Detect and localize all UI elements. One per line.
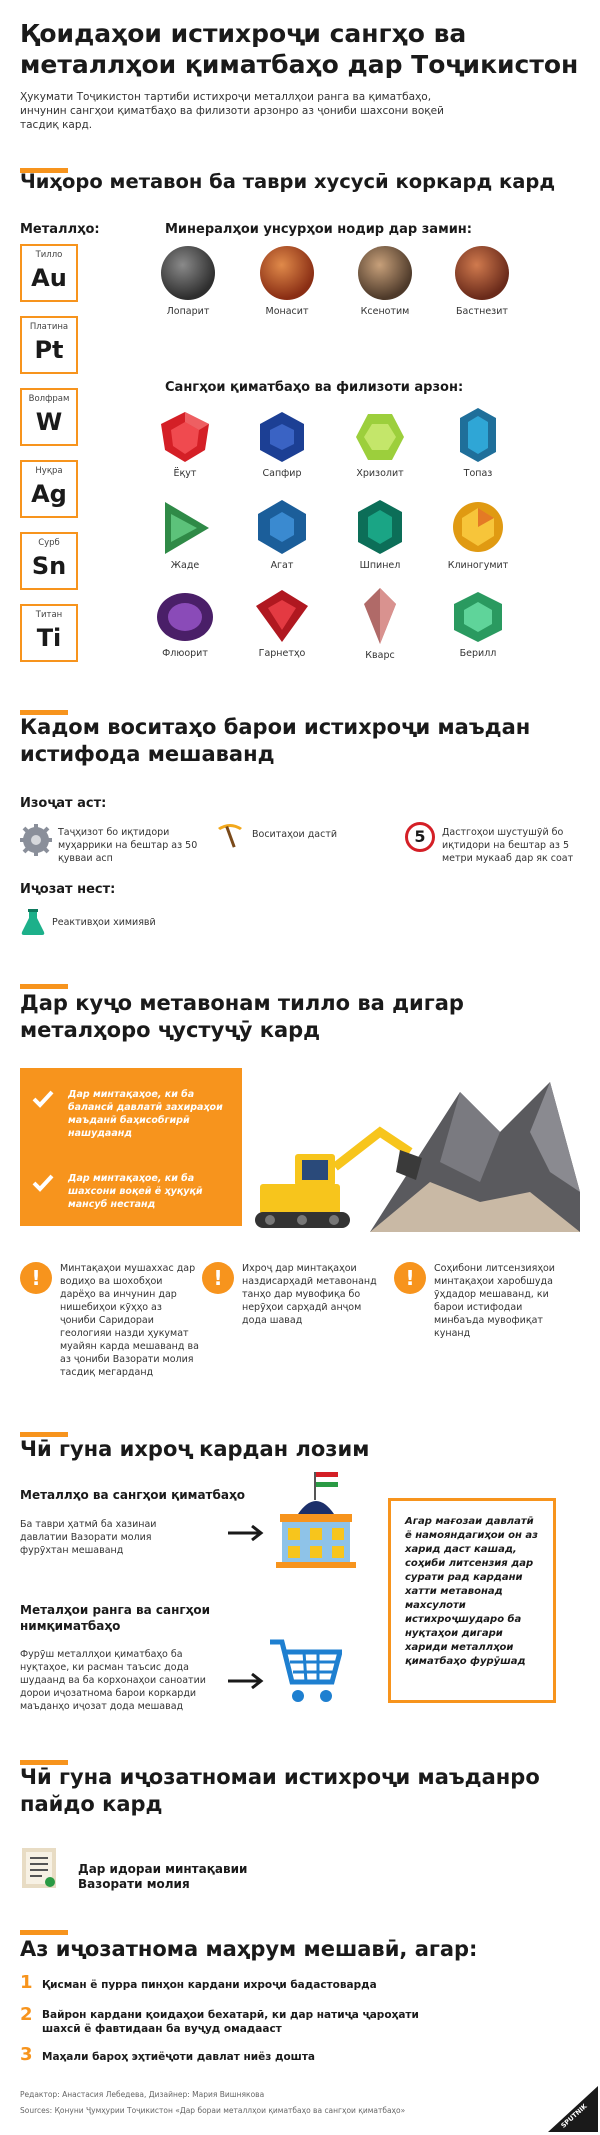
five-badge-icon: 5 bbox=[405, 822, 435, 852]
section5-title: Чӣ гуна иҷозатномаи истихроҷи маъданро пайдо кард bbox=[20, 1765, 540, 1816]
brand-text: SPUTNIK bbox=[559, 2102, 589, 2130]
warning-text: Минтақаҳои мушаххас дар водиҳо ва шохобҳои дарёҳо ва инчунин дар нишебиҳои кӯҳҳо аз ҷониби Саридораи геологияи назди ҳукумат муайян карда мешаванд ва аз ҷониби Вазорати молия тасдиқ мегарданд bbox=[60, 1263, 199, 1378]
gem-icon bbox=[360, 586, 400, 646]
minerals-label: Минералҳои унсурҳои нодир дар замин: bbox=[165, 222, 472, 237]
gem-icon bbox=[352, 410, 408, 464]
section1-title: Чиҳоро метавон ба таври хусусӣ коркард кард bbox=[20, 170, 556, 193]
warning-text: Ихроҷ дар минтақаҳои наздисарҳадӣ метавонанд танҳо дар мувофиқа бо нерӯҳои сарҳадӣ анҷом дода шавад bbox=[242, 1263, 377, 1326]
section-bar bbox=[20, 1930, 68, 1935]
check-icon bbox=[32, 1174, 54, 1196]
metal-symbol: Pt bbox=[34, 336, 64, 364]
section-bar bbox=[20, 984, 68, 989]
mineral-image bbox=[161, 246, 215, 300]
item-number: 1 bbox=[20, 1972, 33, 1993]
arrow-right-icon bbox=[228, 1672, 264, 1694]
gem-icon bbox=[254, 588, 310, 644]
metal-symbol: W bbox=[35, 408, 63, 436]
store-note-box: Агар мағозаи давлатӣ ё намояндагиҳои он аз харид даст кашад, соҳиби литсензия дар сурати рад кардани хатти метавонад махсулоти истихроҷшударо ба нуқтаҳои дигари хариди металлҳои қиматбаҳо фурӯшад bbox=[388, 1498, 556, 1703]
mineral-loparite bbox=[153, 246, 223, 317]
sources-text: Sources: Қонуни Ҷумҳурии Тоҷикистон «Дар бораи металлҳои қиматбаҳо ва сангҳои қиматбаҳо» bbox=[20, 2106, 406, 2115]
gem-jade bbox=[145, 498, 225, 571]
metal-symbol: Ag bbox=[31, 480, 67, 508]
metal-name: Платина bbox=[29, 322, 69, 332]
gem-icon bbox=[254, 498, 310, 556]
mineral-monazite bbox=[252, 246, 322, 317]
metal-box-gold bbox=[20, 244, 78, 302]
metal-name: Тилло bbox=[35, 250, 63, 260]
condition-text: Дар минтақаҳое, ки ба балансӣ давлатӣ захираҳои маъданӣ баҳисобгирӣ нашудаанд bbox=[68, 1089, 223, 1139]
metal-symbol: Ti bbox=[36, 624, 62, 652]
gem-label: Кварс bbox=[365, 650, 395, 661]
gem-fluorite bbox=[145, 590, 225, 659]
mineral-label: Бастнезит bbox=[456, 306, 508, 317]
metal-symbol: Au bbox=[31, 264, 67, 292]
forbidden-item-1: Реактивҳои химиявӣ bbox=[52, 917, 156, 928]
allowed-item-3: Дастгоҳои шустушӯй бо иқтидори на бештар аз 5 метри мукааб дар як соат bbox=[442, 827, 574, 864]
nonferrous-title: Металҳои ранга ва сангҳои нимқиматбаҳо bbox=[20, 1603, 211, 1633]
item-number: 3 bbox=[20, 2044, 33, 2065]
gem-quartz bbox=[340, 586, 420, 661]
section2-title: Кадом воситаҳо барои истихроҷи маъдан истифода мешаванд bbox=[20, 715, 531, 766]
check-icon bbox=[32, 1090, 54, 1112]
metal-box-tungsten bbox=[20, 388, 78, 446]
metal-symbol: Sn bbox=[31, 552, 67, 580]
warning-text: Соҳибони литсензияҳои минтақаҳои харобшуда ӯҳдадор мешаванд, ки барои истифодаи минбаъда мувофиқат кунанд bbox=[434, 1263, 555, 1339]
intro-text: Ҳукумати Тоҷикистон тартиби истихроҷи металлҳои ранга ва қиматбаҳо, инчунин сангҳои қиматбаҳо ва филизоти арзонро аз ҷониби шахсони воқеӣ тасдиқ кард. bbox=[20, 91, 444, 131]
gems-label: Сангҳои қиматбаҳо ва филизоти арзон: bbox=[165, 380, 464, 395]
allowed-item-2: Воситаҳои дастӣ bbox=[252, 829, 338, 840]
exclamation-icon: ! bbox=[20, 1262, 52, 1294]
mineral-xenotime bbox=[350, 246, 420, 317]
shopping-cart-icon bbox=[268, 1636, 342, 1706]
exclamation-icon: ! bbox=[394, 1262, 426, 1294]
condition-text: Дар минтақаҳое, ки ба шахсони воқеӣ ё ҳуқуқӣ мансуб нестанд bbox=[68, 1173, 203, 1210]
gem-agate bbox=[242, 498, 322, 571]
flask-icon bbox=[20, 908, 46, 936]
gem-topaz bbox=[438, 406, 518, 479]
gem-label: Гарнетҳо bbox=[258, 648, 306, 659]
arrow-right-icon bbox=[228, 1524, 264, 1546]
excavator-mountain-illustration bbox=[250, 1072, 580, 1242]
mineral-label: Ксенотим bbox=[360, 306, 410, 317]
revocation-item-3: Маҳали бароҳ эҳтиёҷоти давлат ниёз дошта bbox=[42, 2051, 315, 2063]
gem-label: Жаде bbox=[170, 560, 200, 571]
gem-label: Берилл bbox=[459, 648, 497, 659]
credits-text: Редактор: Анастасия Лебедева, Дизайнер: Мария Вишнякова bbox=[20, 2090, 265, 2099]
mineral-image bbox=[455, 246, 509, 300]
metal-box-silver bbox=[20, 460, 78, 518]
mineral-label: Лопарит bbox=[166, 306, 210, 317]
gem-label: Флюорит bbox=[162, 648, 208, 659]
gem-label: Клиногумит bbox=[447, 560, 509, 571]
gem-icon bbox=[450, 498, 506, 556]
gem-chrysolite bbox=[340, 410, 420, 479]
gem-spinel bbox=[340, 498, 420, 571]
gem-icon bbox=[254, 410, 310, 464]
gem-garnet bbox=[242, 588, 322, 659]
gem-icon bbox=[157, 498, 213, 556]
allowed-label: Изоҷат аст: bbox=[20, 796, 107, 811]
metal-name: Волфрам bbox=[28, 394, 70, 404]
section6-title: Аз иҷозатнома маҳрум мешавӣ, агар: bbox=[20, 1937, 478, 1961]
section3-title: Дар куҷо метавонам тилло ва дигар металҳоро ҷустуҷӯ кард bbox=[20, 991, 464, 1042]
gem-icon bbox=[352, 498, 408, 556]
gem-label: Топаз bbox=[463, 468, 493, 479]
engine-icon bbox=[20, 824, 52, 856]
gem-label: Агат bbox=[270, 560, 294, 571]
gem-icon bbox=[157, 410, 213, 464]
mineral-image bbox=[358, 246, 412, 300]
gem-icon bbox=[155, 590, 215, 644]
license-office-text: Дар идораи минтақавии Вазорати молия bbox=[78, 1862, 248, 1891]
gem-icon bbox=[450, 590, 506, 644]
metals-label: Металлҳо: bbox=[20, 222, 100, 237]
page-title: Қоидаҳои истихроҷи сангҳо ва металлҳои қиматбаҳо дар Тоҷикистон bbox=[20, 19, 579, 79]
precious-title: Металлҳо ва сангҳои қиматбаҳо bbox=[20, 1488, 245, 1502]
metal-box-titanium bbox=[20, 604, 78, 662]
gem-icon bbox=[450, 406, 506, 464]
gem-beryl bbox=[438, 590, 518, 659]
gem-label: Хризолит bbox=[356, 468, 404, 479]
item-number: 2 bbox=[20, 2004, 33, 2025]
revocation-item-1: Қисман ё пурра пинҳон кардани ихроҷи бадастоварда bbox=[42, 1979, 377, 1991]
conditions-panel bbox=[20, 1068, 242, 1226]
mineral-label: Монасит bbox=[265, 306, 309, 317]
nonferrous-text: Фурӯш металлҳои қиматбаҳо ба нуқтаҳое, ки расман таъсис дода шудаанд ва ба корхонаҳои саноатии дорои иҷозатнома барои коркарди маъданҳо иҷозат дода мешавад bbox=[20, 1649, 206, 1712]
forbidden-label: Иҷозат нест: bbox=[20, 882, 116, 897]
gem-label: Сапфир bbox=[262, 468, 302, 479]
metal-box-tin bbox=[20, 532, 78, 590]
gem-label: Ёқут bbox=[173, 468, 197, 479]
bank-building-icon bbox=[270, 1470, 362, 1570]
gem-sapphire bbox=[242, 410, 322, 479]
mineral-bastnasite bbox=[447, 246, 517, 317]
section4-title: Чӣ гуна ихроҷ кардан лозим bbox=[20, 1437, 370, 1461]
revocation-item-2: Вайрон кардани қоидаҳои бехатарӣ, ки дар натиҷа ҷароҳати шахсӣ ё фавтидаан ба вуҷуд омадааст bbox=[42, 2009, 419, 2035]
gem-ruby bbox=[145, 410, 225, 479]
sputnik-logo bbox=[548, 2086, 598, 2132]
mineral-image bbox=[260, 246, 314, 300]
gem-label: Шпинел bbox=[359, 560, 401, 571]
gem-clinohumite bbox=[438, 498, 518, 571]
document-icon bbox=[20, 1846, 58, 1890]
metal-name: Сурб bbox=[38, 538, 60, 548]
allowed-item-1: Таҷҳизот бо иқтидори муҳаррики на бештар аз 50 қувваи асп bbox=[58, 827, 198, 864]
precious-text: Ба таври ҳатмӣ ба хазинаи давлатии Вазорати молия фурӯхтан мешаванд bbox=[20, 1519, 157, 1556]
exclamation-icon: ! bbox=[202, 1262, 234, 1294]
metal-name: Титан bbox=[35, 610, 63, 620]
metal-name: Нуқра bbox=[35, 466, 63, 476]
metal-box-platinum bbox=[20, 316, 78, 374]
pickaxe-icon bbox=[215, 820, 245, 850]
